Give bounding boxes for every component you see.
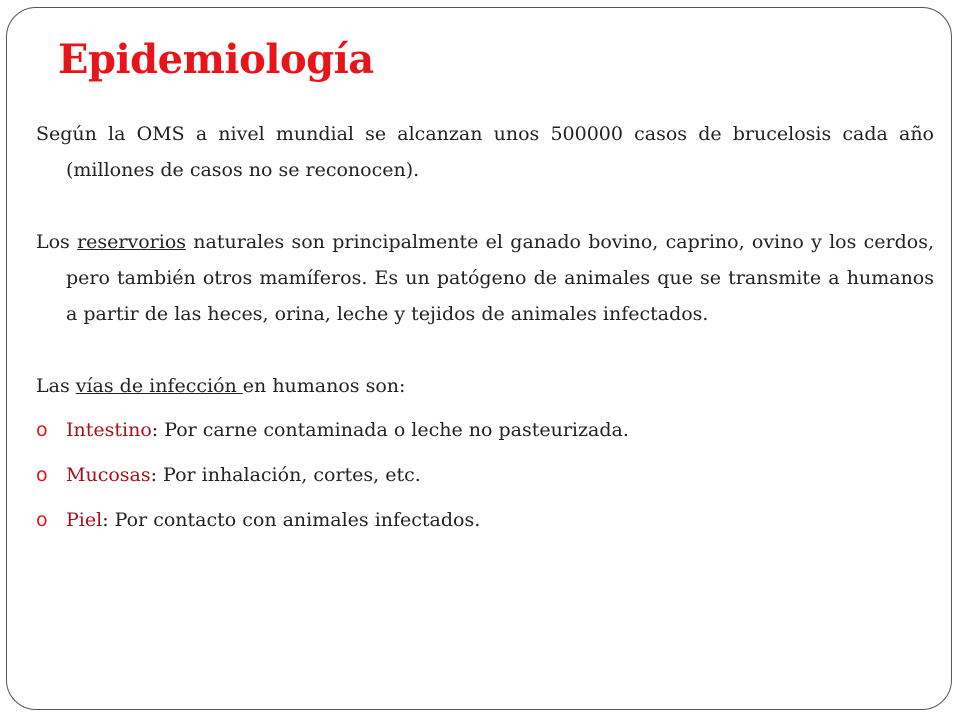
term-mucosas: Mucosas <box>66 464 151 486</box>
slide-body <box>36 116 934 547</box>
desc-mucosas: : Por inhalación, cortes, etc. <box>150 464 421 486</box>
desc-piel: : Por contacto con animales infectados. <box>102 509 481 531</box>
list-item-intestino <box>36 412 934 448</box>
reservoirs-underlined: reservorios <box>77 231 187 253</box>
bullet-circle-icon: o <box>36 464 48 486</box>
paragraph-oms-cases-text: Según la OMS a nivel mundial se alcanzan unos 500000 casos de brucelosis cada año (millones de casos no se reconocen). <box>36 123 934 181</box>
term-piel: Piel <box>66 509 103 531</box>
reservoirs-post: naturales son principalmente el ganado bovino, caprino, ovino y los cerdos, pero también otros mamíferos. Es un patógeno de animales que se transmite a humanos a partir de las heces, orina, leche y tejidos de animales infectados. <box>66 231 934 325</box>
bullet-circle-icon: o <box>36 509 48 531</box>
slide-title: Epidemiología <box>58 36 374 83</box>
desc-intestino: : Por carne contaminada o leche no pasteurizada. <box>151 419 629 441</box>
term-intestino: Intestino <box>66 419 152 441</box>
routes-post: en humanos son: <box>242 375 406 397</box>
list-item-piel <box>36 502 934 538</box>
paragraph-infection-routes <box>36 368 934 404</box>
infection-routes-list <box>36 412 934 538</box>
routes-underlined: vías de infección <box>75 375 243 397</box>
routes-pre: Las <box>36 375 76 397</box>
bullet-circle-icon: o <box>36 419 48 441</box>
paragraph-reservoirs <box>36 224 934 332</box>
reservoirs-pre: Los <box>36 231 78 253</box>
list-item-mucosas <box>36 457 934 493</box>
paragraph-oms-cases <box>36 116 934 188</box>
